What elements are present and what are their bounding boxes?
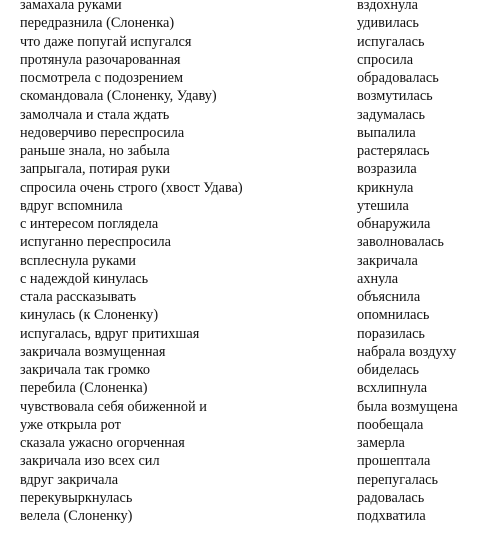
left-phrase-item: испугалась, вдруг притихшая [20,325,200,342]
left-phrase-item: замолчала и стала ждать [20,106,170,123]
left-phrase-item: скомандовала (Слоненку, Удаву) [20,88,217,105]
left-phrase-item: посмотрела с подозрением [20,70,184,86]
right-word-item: утешила [357,197,409,214]
right-word-item: замерла [357,435,405,451]
left-phrase-item: вдруг закричала [20,471,119,488]
left-phrase-item: велела (Слоненку) [20,508,133,524]
left-phrase-item: протянула разочарованная [20,51,181,68]
left-phrase-item: запрыгала, потирая руки [20,161,171,178]
right-word-item: набрала воздуху [357,343,457,360]
right-word-item: была возмущена [357,398,458,415]
left-phrase-item: испуганно переспросила [20,234,172,251]
right-word-item: обнаружила [357,216,431,232]
left-phrase-item: уже открыла рот [20,416,121,433]
right-word-item: поразилась [357,325,425,342]
right-word-column [357,0,487,525]
right-word-item: радовалась [357,489,425,506]
right-word-item: вздохнула [357,0,419,13]
right-word-item: обиделась [357,362,420,378]
left-phrase-item: стала рассказывать [20,289,137,305]
right-word-item: растерялась [357,143,430,159]
right-word-item: ахнула [357,270,399,287]
right-word-item: закричала [357,252,418,269]
left-phrase-item: что даже попугай испугался [20,33,192,50]
left-phrase-item: всплеснула руками [20,252,136,269]
left-phrase-item: вдруг вспомнила [20,197,123,214]
left-phrase-item: закричала возмущенная [20,343,166,360]
right-word-item: пообещала [357,416,424,433]
left-phrase-item: с интересом поглядела [20,216,159,232]
left-phrase-item: недоверчиво переспросила [20,124,185,141]
right-word-item: выпалила [357,124,416,141]
left-phrase-item: с надеждой кинулась [20,270,149,287]
right-word-item: возразила [357,161,417,178]
right-word-item: всхлипнула [357,380,428,397]
right-word-item: опомнилась [357,307,430,324]
left-phrase-item: спросила очень строго (хвост Удава) [20,179,243,196]
right-word-item: задумалась [357,106,425,123]
left-phrase-item: перебила (Слоненка) [20,380,148,397]
left-phrase-item: замахала руками [20,0,122,13]
right-word-item: перепугалась [357,471,438,488]
left-phrase-item: чувствовала себя обиженной и [20,398,207,415]
right-word-item: возмутилась [357,88,433,105]
right-word-item: прошептала [357,453,431,470]
left-phrase-item: кинулась (к Слоненку) [20,307,159,324]
right-word-item: обрадовалась [357,70,439,86]
right-word-item: испугалась [357,33,425,50]
right-word-item: крикнула [357,179,414,196]
left-phrase-item: перекувыркнулась [20,489,133,506]
left-phrase-column [20,0,340,525]
left-phrase-item: сказала ужасно огорченная [20,435,185,451]
right-word-item: спросила [357,51,414,68]
right-word-item: заволновалась [357,234,444,251]
right-word-item: объяснила [357,289,421,305]
left-phrase-item: передразнила (Слоненка) [20,15,175,32]
left-phrase-item: закричала изо всех сил [20,453,160,470]
right-word-item: подхватила [357,508,426,524]
right-word-item: удивилась [357,15,419,32]
left-phrase-item: закричала так громко [20,362,151,378]
left-phrase-item: раньше знала, но забыла [20,143,170,159]
